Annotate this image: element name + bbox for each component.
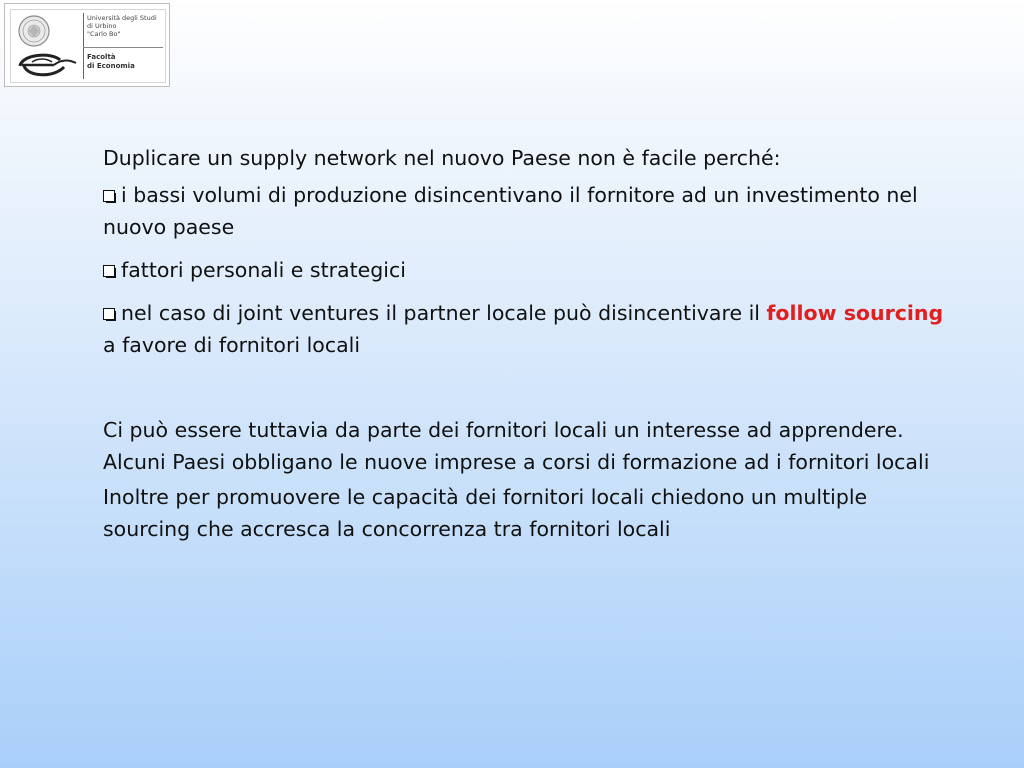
faculty-line: di Economia	[87, 62, 135, 70]
bullet-item	[103, 297, 953, 361]
checkbox-bullet-icon	[103, 190, 115, 202]
university-logo	[4, 3, 170, 87]
bullet-item	[103, 179, 953, 243]
university-line: di Urbino	[87, 22, 117, 30]
bullet-text: i bassi volumi di produzione disincentivano il fornitore ad un investimento nel nuovo paese	[103, 183, 918, 239]
spacer	[103, 372, 953, 414]
faculty-line: Facoltà	[87, 53, 116, 61]
intro-text: Duplicare un supply network nel nuovo Paese non è facile perché:	[103, 146, 781, 170]
faculty-name	[87, 53, 165, 71]
bullet-item	[103, 254, 953, 286]
logo-frame	[10, 9, 166, 83]
paragraph-text: Ci può essere tuttavia da parte dei fornitori locali un interesse ad apprendere. Alcuni Paesi obbligano le nuove imprese a corsi di formazione ad i fornitori locali	[103, 418, 930, 474]
university-name	[87, 14, 165, 38]
checkbox-bullet-icon	[103, 308, 115, 320]
university-line: Università degli Studi	[87, 14, 157, 22]
seal-icon	[14, 13, 80, 49]
economia-e-icon	[14, 50, 80, 80]
checkbox-bullet-icon	[103, 265, 115, 277]
logo-divider-vertical	[83, 13, 84, 79]
logo-divider-horizontal	[83, 47, 163, 48]
bullet-text: a favore di fornitori locali	[103, 333, 361, 357]
highlight-term: follow sourcing	[766, 301, 944, 325]
university-line: "Carlo Bo"	[87, 30, 121, 38]
bullet-text: fattori personali e strategici	[121, 258, 406, 282]
paragraph-text: Inoltre per promuovere le capacità dei fornitori locali chiedono un multiple sourcing che accresca la concorrenza tra fornitori locali	[103, 485, 868, 541]
bullet-text: nel caso di joint ventures il partner locale può disincentivare il	[121, 301, 767, 325]
slide-content	[103, 142, 953, 545]
